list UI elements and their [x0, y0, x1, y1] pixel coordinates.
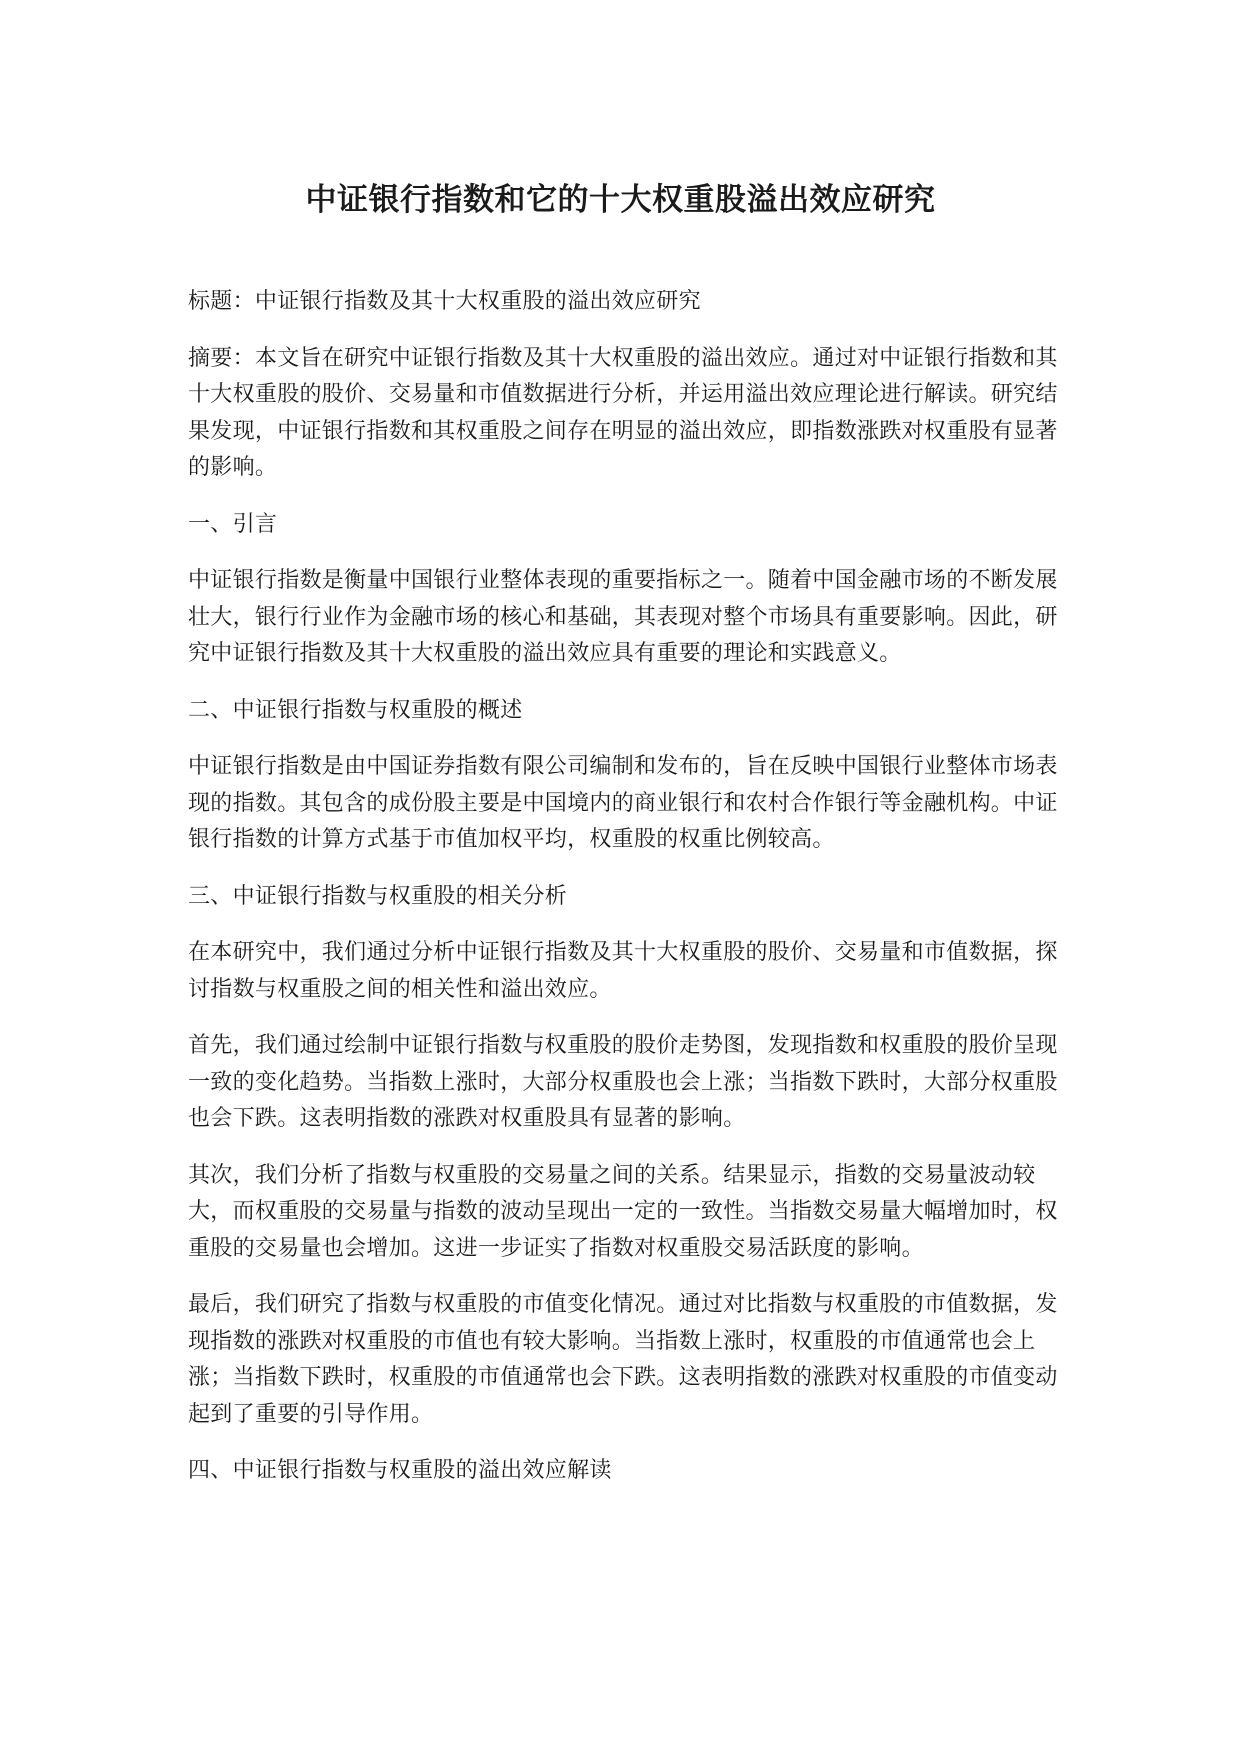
overview-paragraph: 中证银行指数是由中国证券指数有限公司编制和发布的，旨在反映中国银行业整体市场表现的指数。其包含的成份股主要是中国境内的商业银行和农村合作银行等金融机构。中证银行指数的计算方式基于市值加权平均，权重股的权重比例较高。 — [188, 754, 1058, 852]
section-heading-introduction: 一、引言 — [188, 511, 278, 537]
correlation-intro-paragraph: 在本研究中，我们通过分析中证银行指数及其十大权重股的股价、交易量和市值数据，探讨指数与权重股之间的相关性和溢出效应。 — [188, 940, 1058, 1002]
introduction-paragraph: 中证银行指数是衡量中国银行业整体表现的重要指标之一。随着中国金融市场的不断发展壮大，银行行业作为金融市场的核心和基础，其表现对整个市场具有重要影响。因此，研究中证银行指数及其十大权重股的溢出效应具有重要的理论和实践意义。 — [188, 568, 1058, 666]
market-cap-analysis-paragraph: 最后，我们研究了指数与权重股的市值变化情况。通过对比指数与权重股的市值数据，发现指数的涨跌对权重股的市值也有较大影响。当指数上涨时，权重股的市值通常也会上涨；当指数下跌时，权重股的市值通常也会下跌。这表明指数的涨跌对权重股的市值变动起到了重要的引导作用。 — [188, 1292, 1058, 1427]
document-body — [188, 284, 1078, 1510]
title-line: 标题：中证银行指数及其十大权重股的溢出效应研究 — [188, 289, 701, 314]
volume-analysis-paragraph: 其次，我们分析了指数与权重股的交易量之间的关系。结果显示，指数的交易量波动较大，而权重股的交易量与指数的波动呈现出一定的一致性。当指数交易量大幅增加时，权重股的交易量也会增加。这进一步证实了指数对权重股交易活跃度的影响。 — [188, 1162, 1058, 1261]
section-heading-overview: 二、中证银行指数与权重股的概述 — [188, 697, 523, 723]
document-title: 中证银行指数和它的十大权重股溢出效应研究 — [305, 182, 936, 218]
abstract-paragraph: 摘要：本文旨在研究中证银行指数及其十大权重股的溢出效应。通过对中证银行指数和其十大权重股的股价、交易量和市值数据进行分析，并运用溢出效应理论进行解读。研究结果发现，中证银行指数和其权重股之间存在明显的溢出效应，即指数涨跌对权重股有显著的影响。 — [188, 345, 1058, 480]
price-analysis-paragraph: 首先，我们通过绘制中证银行指数与权重股的股价走势图，发现指数和权重股的股价呈现一致的变化趋势。当指数上涨时，大部分权重股也会上涨；当指数下跌时，大部分权重股也会下跌。这表明指数的涨跌对权重股具有显著的影响。 — [188, 1033, 1058, 1131]
section-heading-spillover: 四、中证银行指数与权重股的溢出效应解读 — [188, 1458, 612, 1483]
section-heading-correlation: 三、中证银行指数与权重股的相关分析 — [188, 883, 568, 909]
